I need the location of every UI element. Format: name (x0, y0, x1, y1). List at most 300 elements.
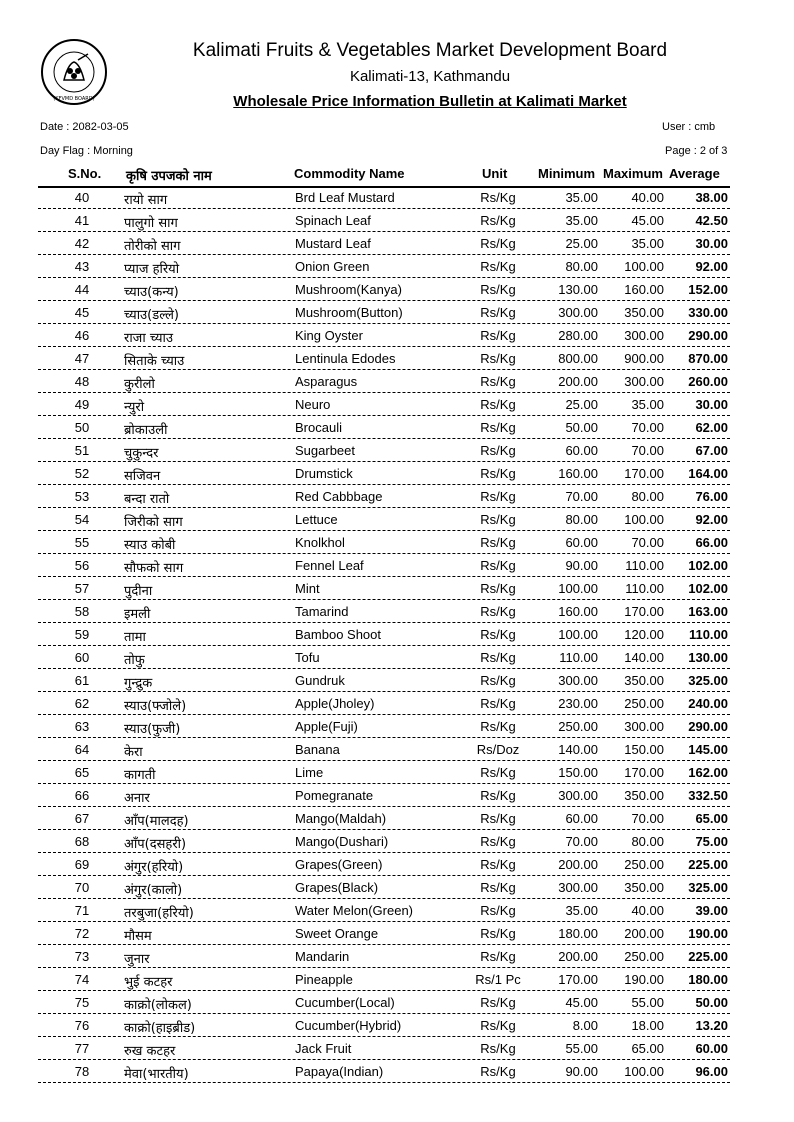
average-price: 102.00 (688, 581, 728, 596)
commodity-name: Gundruk (295, 673, 345, 688)
maximum-price: 70.00 (631, 420, 664, 435)
average-price: 76.00 (695, 489, 728, 504)
maximum-price: 250.00 (624, 696, 664, 711)
minimum-price: 55.00 (565, 1041, 598, 1056)
minimum-price: 170.00 (558, 972, 598, 987)
col-average: Average (669, 166, 720, 181)
maximum-price: 110.00 (625, 558, 664, 573)
unit: Rs/Kg (480, 213, 516, 228)
commodity-name: Drumstick (295, 466, 353, 481)
unit: Rs/Kg (480, 627, 516, 642)
commodity-name: Pomegranate (295, 788, 374, 803)
nepali-name: स्याउ(फ्जोले) (124, 699, 187, 714)
minimum-price: 80.00 (565, 259, 598, 274)
commodity-name: Bamboo Shoot (295, 627, 382, 642)
average-price: 325.00 (688, 880, 728, 895)
minimum-price: 45.00 (565, 995, 598, 1010)
maximum-price: 35.00 (631, 397, 664, 412)
table-row (38, 623, 730, 646)
table-row (38, 416, 730, 439)
serial-number: 74 (74, 972, 90, 987)
commodity-name: Mustard Leaf (295, 236, 371, 251)
minimum-price: 150.00 (558, 765, 598, 780)
average-price: 67.00 (695, 443, 728, 458)
nepali-name: रायो साग (124, 193, 168, 208)
maximum-price: 250.00 (624, 949, 664, 964)
minimum-price: 90.00 (565, 558, 598, 573)
table-row (38, 301, 730, 324)
unit: Rs/Kg (480, 995, 516, 1010)
commodity-name: Knolkhol (295, 535, 345, 550)
nepali-name: ब्रोकाउली (124, 423, 168, 438)
commodity-name: Mushroom(Kanya) (295, 282, 402, 297)
nepali-name: च्याउ(कन्य) (124, 285, 179, 300)
serial-number: 51 (74, 443, 90, 458)
maximum-price: 40.00 (631, 190, 664, 205)
serial-number: 73 (74, 949, 90, 964)
table-row (38, 531, 730, 554)
organization-address: Kalimati-13, Kathmandu (349, 68, 511, 85)
table-row (38, 508, 730, 531)
price-table-body (38, 186, 730, 1083)
commodity-name: Grapes(Green) (295, 857, 383, 872)
table-row (38, 347, 730, 370)
nepali-name: तरबुजा(हरियो) (124, 906, 194, 921)
minimum-price: 230.00 (558, 696, 598, 711)
col-minimum: Minimum (538, 166, 596, 181)
table-row (38, 807, 730, 830)
maximum-price: 100.00 (624, 259, 664, 274)
serial-number: 44 (74, 282, 90, 297)
serial-number: 62 (74, 696, 90, 711)
nepali-name: न्युरो (124, 400, 145, 415)
minimum-price: 160.00 (558, 604, 598, 619)
maximum-price: 140.00 (624, 650, 664, 665)
nepali-name: प्याज हरियो (124, 262, 180, 277)
minimum-price: 35.00 (565, 213, 598, 228)
serial-number: 43 (74, 259, 90, 274)
maximum-price: 18.00 (631, 1018, 664, 1033)
average-price: 92.00 (695, 512, 728, 527)
table-row (38, 462, 730, 485)
serial-number: 52 (74, 466, 90, 481)
minimum-price: 90.00 (565, 1064, 598, 1079)
minimum-price: 300.00 (558, 673, 598, 688)
table-row (38, 761, 730, 784)
average-price: 102.00 (688, 558, 728, 573)
commodity-name: Brd Leaf Mustard (295, 190, 395, 205)
svg-text:(KFVMD BOARD): (KFVMD BOARD) (53, 96, 95, 102)
minimum-price: 60.00 (565, 443, 598, 458)
minimum-price: 100.00 (558, 627, 598, 642)
table-row (38, 899, 730, 922)
serial-number: 41 (74, 213, 90, 228)
unit: Rs/Kg (480, 259, 516, 274)
minimum-price: 25.00 (565, 236, 598, 251)
serial-number: 45 (74, 305, 90, 320)
serial-number: 72 (74, 926, 90, 941)
unit: Rs/Kg (480, 719, 516, 734)
unit: Rs/Doz (476, 742, 520, 757)
commodity-name: Apple(Fuji) (295, 719, 358, 734)
maximum-price: 170.00 (624, 765, 664, 780)
commodity-name: Spinach Leaf (295, 213, 371, 228)
minimum-price: 8.00 (572, 1018, 598, 1033)
nepali-name: स्याउ(फुजी) (124, 722, 181, 737)
minimum-price: 50.00 (565, 420, 598, 435)
nepali-name: आँप(मालदह) (124, 814, 189, 829)
unit: Rs/Kg (480, 926, 516, 941)
table-row (38, 1037, 730, 1060)
unit: Rs/Kg (480, 650, 516, 665)
serial-number: 53 (74, 489, 90, 504)
nepali-name: काक्रो(हाइब्रीड) (124, 1021, 196, 1036)
nepali-name: जुनार (124, 952, 150, 967)
nepali-name: तोरीको साग (124, 239, 181, 254)
nepali-name: आँप(दसहरी) (124, 837, 187, 852)
minimum-price: 180.00 (558, 926, 598, 941)
nepali-name: राजा च्याउ (124, 331, 174, 346)
unit: Rs/Kg (480, 466, 516, 481)
average-price: 290.00 (688, 719, 728, 734)
serial-number: 60 (74, 650, 90, 665)
minimum-price: 280.00 (558, 328, 598, 343)
average-price: 325.00 (688, 673, 728, 688)
commodity-name: Sweet Orange (295, 926, 379, 941)
maximum-price: 80.00 (631, 489, 664, 504)
table-row (38, 692, 730, 715)
unit: Rs/Kg (480, 673, 516, 688)
serial-number: 76 (74, 1018, 90, 1033)
maximum-price: 55.00 (631, 995, 664, 1010)
nepali-name: मौसम (124, 929, 152, 944)
commodity-name: Grapes(Black) (295, 880, 379, 895)
average-price: 130.00 (688, 650, 728, 665)
unit: Rs/Kg (480, 282, 516, 297)
serial-number: 47 (74, 351, 90, 366)
average-price: 145.00 (688, 742, 728, 757)
unit: Rs/Kg (480, 949, 516, 964)
unit: Rs/Kg (480, 305, 516, 320)
commodity-name: Asparagus (295, 374, 358, 389)
nepali-name: मेवा(भारतीय) (124, 1067, 189, 1082)
serial-number: 69 (74, 857, 90, 872)
commodity-name: Cucumber(Local) (295, 995, 395, 1010)
maximum-price: 350.00 (624, 305, 664, 320)
page-indicator: Page : 2 of 3 (665, 145, 728, 157)
table-row (38, 784, 730, 807)
commodity-name: Lime (295, 765, 324, 780)
maximum-price: 40.00 (631, 903, 664, 918)
maximum-price: 250.00 (624, 857, 664, 872)
minimum-price: 200.00 (558, 374, 598, 389)
table-row (38, 209, 730, 232)
table-row (38, 232, 730, 255)
average-price: 65.00 (695, 811, 728, 826)
table-row (38, 738, 730, 761)
serial-number: 42 (74, 236, 90, 251)
serial-number: 58 (74, 604, 90, 619)
unit: Rs/Kg (480, 903, 516, 918)
minimum-price: 140.00 (558, 742, 598, 757)
table-row (38, 922, 730, 945)
commodity-name: Pineapple (295, 972, 353, 987)
commodity-name: Brocauli (295, 420, 342, 435)
maximum-price: 350.00 (624, 880, 664, 895)
maximum-price: 900.00 (624, 351, 664, 366)
unit: Rs/1 Pc (475, 972, 521, 987)
unit: Rs/Kg (480, 604, 516, 619)
unit: Rs/Kg (480, 1041, 516, 1056)
maximum-price: 170.00 (624, 604, 664, 619)
commodity-name: Apple(Jholey) (295, 696, 375, 711)
col-maximum: Maximum (603, 166, 663, 181)
table-row (38, 600, 730, 623)
minimum-price: 25.00 (565, 397, 598, 412)
commodity-name: Cucumber(Hybrid) (295, 1018, 402, 1033)
bulletin-title: Wholesale Price Information Bulletin at Kalimati Market (233, 93, 627, 110)
serial-number: 68 (74, 834, 90, 849)
commodity-name: Mango(Dushari) (295, 834, 389, 849)
commodity-name: Sugarbeet (295, 443, 355, 458)
serial-number: 78 (74, 1064, 90, 1079)
average-price: 50.00 (695, 995, 728, 1010)
unit: Rs/Kg (480, 581, 516, 596)
average-price: 110.00 (688, 627, 728, 642)
serial-number: 77 (74, 1041, 90, 1056)
average-price: 13.20 (695, 1018, 728, 1033)
average-price: 66.00 (695, 535, 728, 550)
commodity-name: Lentinula Edodes (295, 351, 396, 366)
commodity-name: Tofu (295, 650, 320, 665)
commodity-name: Lettuce (295, 512, 338, 527)
minimum-price: 250.00 (558, 719, 598, 734)
commodity-name: Papaya(Indian) (295, 1064, 384, 1079)
serial-number: 66 (74, 788, 90, 803)
average-price: 164.00 (688, 466, 728, 481)
col-nepali-name: कृषि उपजको नाम (126, 169, 212, 184)
average-price: 240.00 (688, 696, 728, 711)
average-price: 62.00 (695, 420, 728, 435)
minimum-price: 35.00 (565, 190, 598, 205)
maximum-price: 190.00 (624, 972, 664, 987)
average-price: 225.00 (688, 857, 728, 872)
maximum-price: 150.00 (624, 742, 664, 757)
nepali-name: पुदीना (124, 584, 153, 599)
unit: Rs/Kg (480, 351, 516, 366)
table-row (38, 554, 730, 577)
commodity-name: Mango(Maldah) (295, 811, 387, 826)
serial-number: 57 (74, 581, 90, 596)
minimum-price: 80.00 (565, 512, 598, 527)
unit: Rs/Kg (480, 512, 516, 527)
maximum-price: 35.00 (631, 236, 664, 251)
serial-number: 50 (74, 420, 90, 435)
unit: Rs/Kg (480, 1064, 516, 1079)
maximum-price: 350.00 (624, 673, 664, 688)
unit: Rs/Kg (480, 397, 516, 412)
average-price: 39.00 (695, 903, 728, 918)
maximum-price: 100.00 (624, 512, 664, 527)
serial-number: 65 (74, 765, 90, 780)
nepali-name: गुन्द्रुक (124, 676, 153, 691)
unit: Rs/Kg (480, 535, 516, 550)
serial-number: 71 (74, 903, 90, 918)
table-row (38, 646, 730, 669)
commodity-name: King Oyster (295, 328, 363, 343)
nepali-name: रुख कटहर (124, 1044, 176, 1059)
minimum-price: 70.00 (565, 489, 598, 504)
commodity-name: Mandarin (295, 949, 350, 964)
unit: Rs/Kg (480, 236, 516, 251)
serial-number: 40 (74, 190, 90, 205)
unit: Rs/Kg (480, 696, 516, 711)
nepali-name: च्याउ(डल्ले) (124, 308, 179, 323)
unit: Rs/Kg (480, 1018, 516, 1033)
table-row (38, 853, 730, 876)
minimum-price: 130.00 (558, 282, 598, 297)
maximum-price: 300.00 (624, 328, 664, 343)
commodity-name: Fennel Leaf (295, 558, 364, 573)
unit: Rs/Kg (480, 811, 516, 826)
minimum-price: 110.00 (559, 650, 598, 665)
commodity-name: Mushroom(Button) (295, 305, 403, 320)
serial-number: 75 (74, 995, 90, 1010)
unit: Rs/Kg (480, 788, 516, 803)
average-price: 152.00 (688, 282, 728, 297)
nepali-name: भुई कटहर (124, 975, 173, 990)
nepali-name: सिताके च्याउ (124, 354, 185, 369)
average-price: 332.50 (688, 788, 728, 803)
nepali-name: चुकुन्दर (124, 446, 159, 461)
nepali-name: सौफको साग (124, 561, 184, 576)
minimum-price: 35.00 (565, 903, 598, 918)
table-row (38, 1014, 730, 1037)
maximum-price: 120.00 (624, 627, 664, 642)
nepali-name: अंगुर(कालो) (124, 883, 183, 898)
table-header (38, 164, 730, 188)
serial-number: 63 (74, 719, 90, 734)
nepali-name: अंगुर(हरियो) (124, 860, 184, 875)
minimum-price: 300.00 (558, 880, 598, 895)
average-price: 260.00 (688, 374, 728, 389)
organization-title: Kalimati Fruits & Vegetables Market Development Board (192, 40, 668, 61)
commodity-name: Water Melon(Green) (295, 903, 413, 918)
table-row (38, 991, 730, 1014)
average-price: 162.00 (688, 765, 728, 780)
nepali-name: अनार (124, 791, 150, 806)
commodity-name: Onion Green (295, 259, 370, 274)
average-price: 190.00 (688, 926, 728, 941)
table-row (38, 370, 730, 393)
minimum-price: 100.00 (558, 581, 598, 596)
table-row (38, 669, 730, 692)
table-row (38, 439, 730, 462)
unit: Rs/Kg (480, 443, 516, 458)
maximum-price: 80.00 (631, 834, 664, 849)
serial-number: 49 (74, 397, 90, 412)
unit: Rs/Kg (480, 328, 516, 343)
unit: Rs/Kg (480, 558, 516, 573)
average-price: 30.00 (695, 236, 728, 251)
average-price: 92.00 (695, 259, 728, 274)
table-row (38, 715, 730, 738)
nepali-name: सजिवन (124, 469, 161, 484)
maximum-price: 65.00 (631, 1041, 664, 1056)
minimum-price: 60.00 (565, 811, 598, 826)
maximum-price: 70.00 (631, 443, 664, 458)
average-price: 75.00 (695, 834, 728, 849)
unit: Rs/Kg (480, 374, 516, 389)
table-row (38, 485, 730, 508)
nepali-name: केरा (124, 745, 143, 760)
minimum-price: 60.00 (565, 535, 598, 550)
nepali-name: कुरीलो (124, 377, 155, 392)
average-price: 60.00 (695, 1041, 728, 1056)
serial-number: 46 (74, 328, 90, 343)
minimum-price: 200.00 (558, 857, 598, 872)
unit: Rs/Kg (480, 190, 516, 205)
maximum-price: 70.00 (631, 535, 664, 550)
commodity-name: Banana (295, 742, 340, 757)
average-price: 30.00 (695, 397, 728, 412)
maximum-price: 170.00 (624, 466, 664, 481)
average-price: 330.00 (688, 305, 728, 320)
table-row (38, 876, 730, 899)
average-price: 180.00 (688, 972, 728, 987)
table-row (38, 968, 730, 991)
user-label: User : cmb (662, 121, 716, 133)
serial-number: 70 (74, 880, 90, 895)
average-price: 163.00 (688, 604, 728, 619)
col-commodity-name: Commodity Name (294, 166, 405, 181)
minimum-price: 300.00 (558, 305, 598, 320)
unit: Rs/Kg (480, 765, 516, 780)
table-row (38, 830, 730, 853)
table-row (38, 577, 730, 600)
nepali-name: इमली (124, 607, 151, 622)
minimum-price: 300.00 (558, 788, 598, 803)
nepali-name: कागती (124, 768, 156, 783)
table-row (38, 255, 730, 278)
serial-number: 67 (74, 811, 90, 826)
minimum-price: 160.00 (558, 466, 598, 481)
serial-number: 56 (74, 558, 90, 573)
serial-number: 64 (74, 742, 90, 757)
unit: Rs/Kg (480, 880, 516, 895)
unit: Rs/Kg (480, 834, 516, 849)
serial-number: 61 (74, 673, 90, 688)
average-price: 96.00 (695, 1064, 728, 1079)
col-unit: Unit (482, 166, 508, 181)
col-sno: S.No. (68, 166, 102, 181)
average-price: 225.00 (688, 949, 728, 964)
minimum-price: 200.00 (558, 949, 598, 964)
table-row (38, 945, 730, 968)
table-row (38, 1060, 730, 1083)
serial-number: 54 (74, 512, 90, 527)
nepali-name: स्याउ कोबी (124, 538, 176, 553)
nepali-name: जिरीको साग (124, 515, 183, 530)
nepali-name: तामा (124, 630, 146, 645)
nepali-name: काक्रो(लोकल) (124, 998, 192, 1013)
average-price: 42.50 (695, 213, 728, 228)
commodity-name: Jack Fruit (295, 1041, 352, 1056)
serial-number: 48 (74, 374, 90, 389)
maximum-price: 300.00 (624, 374, 664, 389)
commodity-name: Tamarind (295, 604, 349, 619)
commodity-name: Neuro (295, 397, 331, 412)
